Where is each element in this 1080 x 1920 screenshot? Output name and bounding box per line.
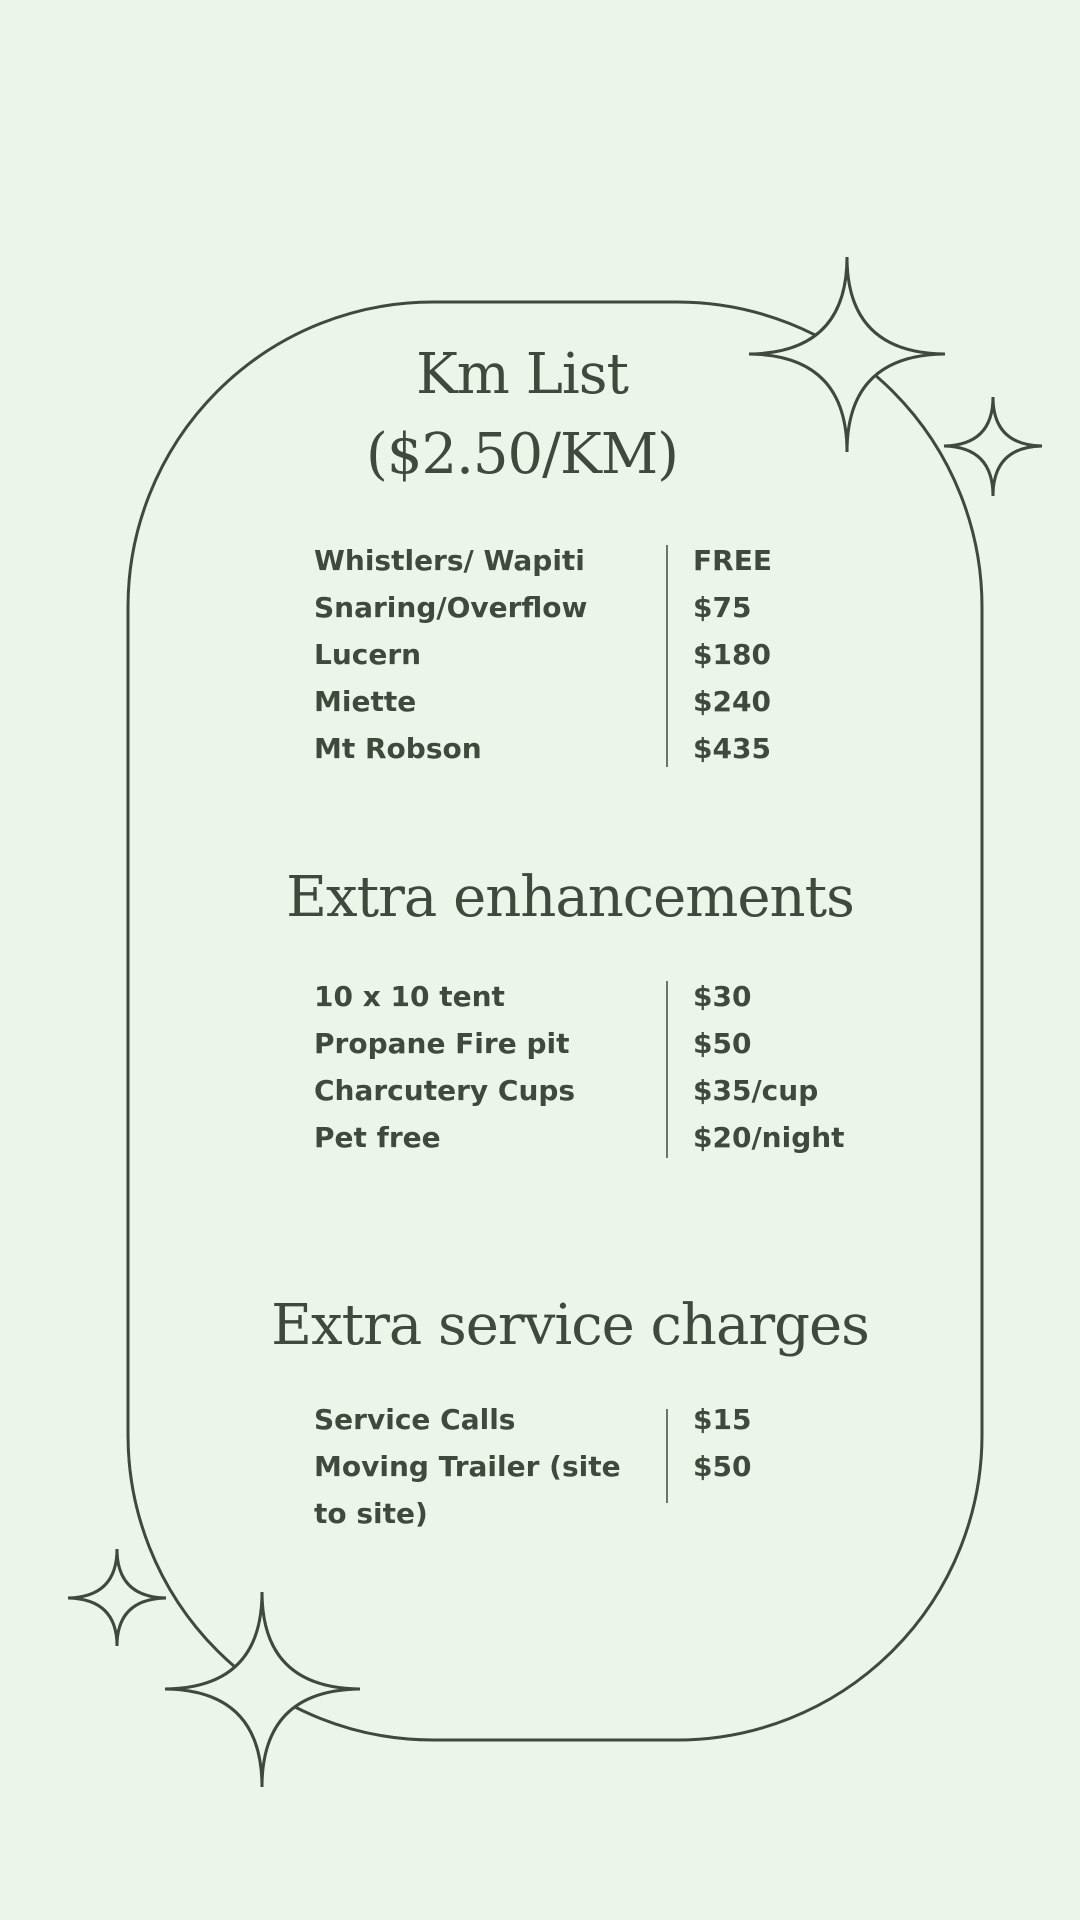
item-price: $50: [693, 1027, 752, 1060]
extra-enhancements-table: [314, 973, 874, 1161]
item-label: Charcutery Cups: [314, 1074, 576, 1107]
km-list-title-line2: ($2.50/KM): [365, 422, 679, 487]
extra-service-charges-title: Extra service charges: [271, 1293, 869, 1358]
item-price: $15: [693, 1403, 752, 1436]
item-price: $20/night: [693, 1121, 845, 1154]
column-divider: [666, 981, 668, 1158]
item-price: $180: [693, 638, 771, 671]
item-price: $435: [693, 732, 771, 765]
sparkle-icon: [165, 1592, 360, 1787]
item-price: $75: [693, 591, 752, 624]
price-row: [314, 678, 874, 725]
item-label: Moving Trailer (site to site): [314, 1450, 621, 1530]
price-row: [314, 725, 874, 772]
price-row: [314, 1067, 874, 1114]
km-list-table: [314, 537, 874, 772]
item-label: Pet free: [314, 1121, 441, 1154]
column-divider: [666, 1409, 668, 1503]
item-price: FREE: [693, 544, 772, 577]
item-price: $50: [693, 1450, 752, 1483]
km-list-title-line1: Km List: [415, 342, 629, 407]
column-divider: [666, 545, 668, 767]
price-row: [314, 1114, 874, 1161]
price-row: [314, 631, 874, 678]
price-row: [314, 1396, 874, 1443]
item-label: Miette: [314, 685, 417, 718]
price-row: [314, 1443, 874, 1537]
item-price: $35/cup: [693, 1074, 819, 1107]
price-row: [314, 584, 874, 631]
sparkle-icon: [68, 1549, 166, 1646]
item-price: $30: [693, 980, 752, 1013]
price-row: [314, 973, 874, 1020]
item-label: Service Calls: [314, 1403, 516, 1436]
item-label: Propane Fire pit: [314, 1027, 570, 1060]
km-list-title: [0, 335, 1062, 495]
item-label: Mt Robson: [314, 732, 482, 765]
price-row: [314, 1020, 874, 1067]
item-label: 10 x 10 tent: [314, 980, 505, 1013]
item-label: Lucern: [314, 638, 422, 671]
price-row: [314, 537, 874, 584]
item-label: Whistlers/ Wapiti: [314, 544, 585, 577]
extra-enhancements-title: Extra enhancements: [286, 865, 854, 930]
item-label: Snaring/Overflow: [314, 591, 588, 624]
item-price: $240: [693, 685, 771, 718]
extra-service-charges-table: [314, 1396, 874, 1537]
